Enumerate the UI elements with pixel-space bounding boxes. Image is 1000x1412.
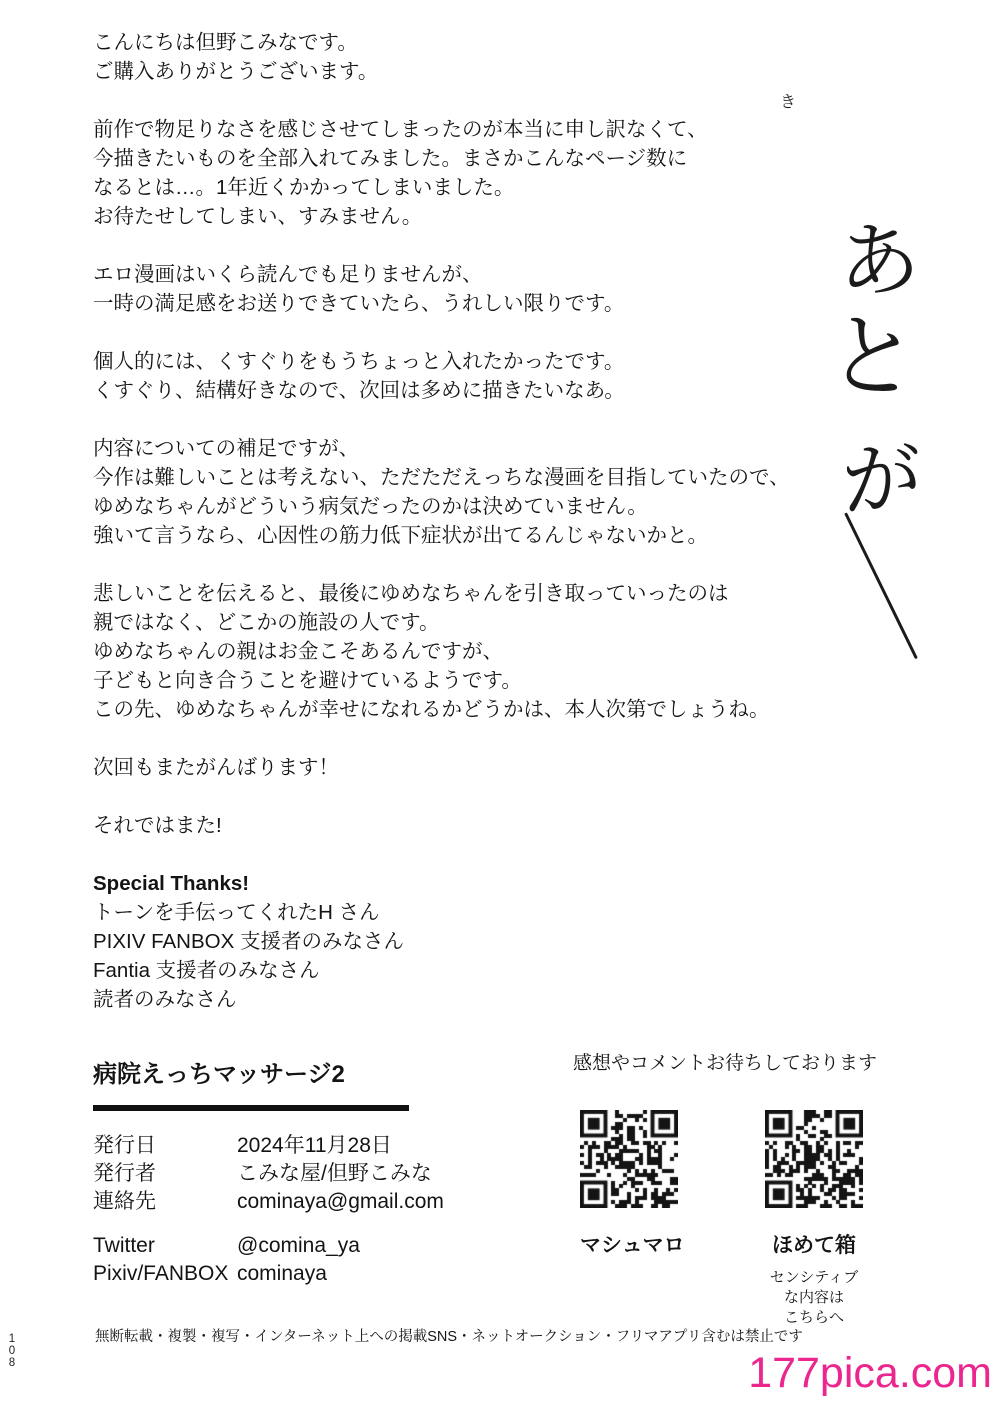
info-label: 連絡先 — [93, 1190, 156, 1213]
text-line: 今作は難しいことは考えない、ただただえっちな漫画を目指していたので、 — [93, 466, 790, 489]
text-line: 子どもと向き合うことを避けているようです。 — [93, 669, 522, 692]
qr-code-row — [580, 1110, 933, 1328]
afterword-body — [93, 28, 790, 1014]
text-line: ご購入ありがとうございます。 — [93, 60, 379, 83]
text-line: エロ漫画はいくら読んでも足りませんが、 — [93, 263, 483, 286]
site-watermark: 177pica.com — [748, 1349, 992, 1397]
info-row — [93, 1132, 444, 1160]
text-line: 親ではなく、どこかの施設の人です。 — [93, 611, 440, 634]
qr-code-note — [765, 1268, 863, 1328]
qr-code-image — [580, 1110, 678, 1208]
text-line: 強いて言うなら、心因性の筋力低下症状が出てるんじゃないかと。 — [93, 524, 708, 547]
text-line: こんにちは但野こみなです。 — [93, 31, 358, 54]
text-line: お待たせしてしまい、すみません。 — [93, 205, 423, 228]
handwritten-char: き — [780, 94, 797, 111]
qr-note-line: こちらへ — [783, 1309, 844, 1326]
info-row — [93, 1160, 444, 1188]
paragraph — [93, 115, 790, 231]
info-value: cominaya — [237, 1262, 327, 1285]
feedback-section — [573, 1048, 933, 1328]
paragraph — [93, 28, 790, 86]
sns-info-table — [93, 1232, 444, 1288]
qr-code-item — [580, 1110, 685, 1328]
text-line: くすぐり、結構好きなので、次回は多めに描きたいなあ。 — [93, 379, 625, 402]
text-line: 一時の満足感をお送りできていたら、うれしい限りです。 — [93, 292, 625, 315]
paragraph — [93, 260, 790, 318]
text-line: この先、ゆめなちゃんが幸せになれるかどうかは、本人次第でしょうね。 — [93, 698, 770, 721]
info-row — [93, 1232, 444, 1260]
text-line: 個人的には、くすぐりをもうちょっと入れたかったです。 — [93, 350, 625, 373]
handwritten-afterword-title — [780, 95, 990, 705]
info-label: 発行日 — [93, 1134, 156, 1157]
colophon — [93, 1054, 444, 1288]
info-value: cominaya@gmail.com — [237, 1190, 444, 1213]
special-thanks-item: 読者のみなさん — [93, 988, 237, 1011]
copyright-disclaimer: 無断転載・複製・複写・インターネット上への掲載SNS・ネットオークション・フリマアプリ含むは禁止です — [95, 1329, 803, 1345]
publication-info-table — [93, 1132, 444, 1216]
qr-code-label: ほめて箱 — [772, 1234, 856, 1257]
info-row — [93, 1188, 444, 1216]
special-thanks-item: PIXIV FANBOX 支援者のみなさん — [93, 930, 404, 953]
handwritten-char: と — [823, 304, 923, 412]
paragraph — [93, 811, 790, 840]
paragraph — [93, 753, 790, 782]
handwritten-char: あ — [835, 213, 923, 310]
text-line: 悲しいことを伝えると、最後にゆめなちゃんを引き取っていったのは — [93, 582, 729, 605]
text-line: 内容についての補足ですが、 — [93, 437, 360, 460]
info-label: Twitter — [93, 1234, 155, 1257]
info-value: こみな屋/但野こみな — [237, 1162, 432, 1185]
info-label: 発行者 — [93, 1162, 156, 1185]
text-line: ゆめなちゃんの親はお金こそあるんですが、 — [93, 640, 503, 663]
special-thanks-list — [93, 898, 790, 1014]
info-row — [93, 1260, 444, 1288]
text-line: ゆめなちゃんがどういう病気だったのかは決めていません。 — [93, 495, 648, 518]
afterword-paragraphs — [93, 28, 790, 840]
special-thanks-section — [93, 869, 790, 1014]
info-value: 2024年11月28日 — [237, 1134, 392, 1157]
qr-code-item — [765, 1110, 863, 1328]
qr-note-line: センシティブな内容は — [769, 1269, 859, 1306]
text-line: 前作で物足りなさを感じさせてしまったのが本当に申し訳なくて、 — [93, 118, 708, 141]
info-value: @comina_ya — [237, 1234, 360, 1257]
text-line: なるとは…。1年近くかかってしまいました。 — [93, 176, 515, 199]
paragraph — [93, 347, 790, 405]
handwritten-trailing-stroke — [844, 512, 918, 659]
book-title: 病院えっちマッサージ2 — [93, 1061, 345, 1088]
special-thanks-item: トーンを手伝ってくれたH さん — [93, 901, 380, 924]
paragraph — [93, 434, 790, 550]
qr-code-image — [765, 1110, 863, 1208]
special-thanks-item: Fantia 支援者のみなさん — [93, 959, 320, 982]
paragraph — [93, 579, 790, 724]
handwritten-char: が — [838, 432, 925, 527]
text-line: 今描きたいものを全部入れてみました。まさかこんなページ数に — [93, 147, 688, 170]
text-line: それではまた! — [93, 814, 222, 837]
qr-code-label: マシュマロ — [580, 1234, 685, 1257]
feedback-heading: 感想やコメントお待ちしております — [573, 1053, 878, 1074]
special-thanks-heading: Special Thanks! — [93, 872, 250, 895]
info-label: Pixiv/FANBOX — [93, 1262, 229, 1285]
text-line: 次回もまたがんばります！ — [93, 756, 339, 779]
title-underline-bar — [93, 1105, 409, 1111]
page-number: 108 — [6, 1333, 18, 1369]
